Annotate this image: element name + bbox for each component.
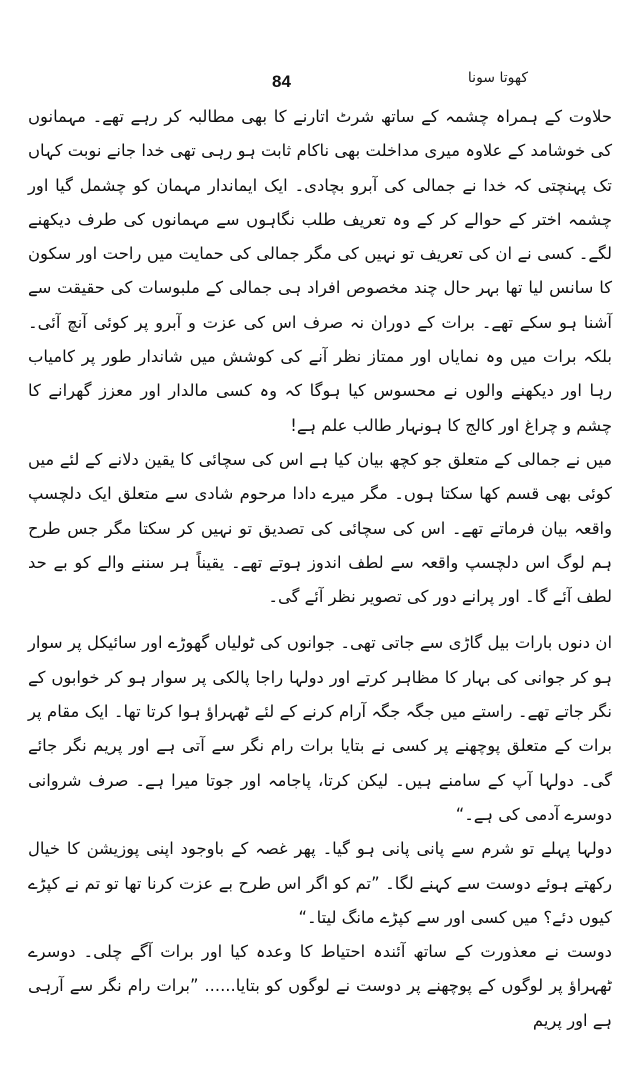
paragraph: دولہا پہلے تو شرم سے پانی پانی ہو گیا۔ پھر غصہ کے باوجود اپنی پوزیشن کا خیال رکھتے ہوئے دوست سے کہنے لگا۔ ”تم کو اگر اس طرح بے عزت کرنا تھا تو تم نے کپڑے کیوں دئے؟ میں کسی اور سے کپڑے مانگ لیتا۔“ [28, 839, 612, 927]
paragraph: حلاوت کے ہمراہ چشمہ کے ساتھ شرٹ اتارنے کا بھی مطالبہ کر رہے تھے۔ مہمانوں کی خوشامد کے علاوہ میری مداخلت بھی ناکام ثابت ہو رہی تھی خدا جانے نوبت کہاں تک پہنچتی کہ خدا نے جمالی کی آبرو بچادی۔ ایک ایماندار مہمان کو چشمل گیا اور چشمہ اختر کے حوالے کر کے وہ تعریف طلب نگاہوں سے مہمانوں کی طرف دیکھنے لگے۔ کسی نے ان کی تعریف تو نہیں کی مگر جمالی کی حمایت میں راحت اور سکون کا سانس لیا تھا بہر حال چند مخصوص افراد ہی جمالی کے ملبوسات کی حقیقت سے آشنا ہو سکے تھے۔ برات کے دوران نہ صرف اس کی عزت و آبرو پر کوئی آنچ آئی۔ بلکہ برات میں وہ نمایاں اور ممتاز نظر آنے کی کوشش میں شاندار طور پر کامیاب رہا اور دیکھنے والوں نے محسوس کیا ہوگا کہ وہ کسی مالدار اور معزز گھرانے کا چشم و چراغ اور کالج کا ہونہار طالب علم ہے! [28, 107, 612, 435]
page-header [30, 62, 608, 102]
paragraph: میں نے جمالی کے متعلق جو کچھ بیان کیا ہے اس کی سچائی کا یقین دلانے کے لئے میں کوئی بھی قسم کھا سکتا ہوں۔ مگر میرے دادا مرحوم شادی سے متعلق ایک دلچسپ واقعہ بیان فرماتے تھے۔ اس کی سچائی کی تصدیق تو نہیں کر سکتا مگر جس طرح ہم لوگ اس دلچسپ واقعہ سے لطف اندوز ہوتے تھے۔ یقیناً ہر سننے والے کو بے حد لطف آئے گا۔ اور پرانے دور کی تصویر نظر آئے گی۔ [28, 449, 612, 607]
page-number: 84 [272, 72, 291, 91]
paragraph: ان دنوں بارات بیل گاڑی سے جاتی تھی۔ جوانوں کی ٹولیاں گھوڑے اور سائیکل پر سوار ہو کر جوانی کی بہار کا مظاہر کرتے اور دولہا راجا پالکی پر سوار ہو کر خوابوں کے نگر جاتے تھے۔ راستے میں جگہ جگہ آرام کرنے کے لئے ٹھہراؤ ہوا کرتا تھا۔ ایک مقام پر برات کے متعلق پوچھنے پر کسی نے بتایا برات رام نگر سے آتی ہے اور پریم نگر جائے گی۔ دولہا آپ کے سامنے ہیں۔ لیکن کرتا، پاجامہ اور جوتا میرا ہے۔ صرف شروانی دوسرے آدمی کی ہے۔“ [28, 633, 612, 824]
page-body [28, 100, 612, 1038]
book-title: کھوتا سونا [467, 70, 528, 86]
paragraph: دوست نے معذورت کے ساتھ آئندہ احتیاط کا وعدہ کیا اور برات آگے چلی۔ دوسرے ٹھہراؤ پر لوگوں کے پوچھنے پر دوست نے لوگوں کو بتایا...... ”برات رام نگر سے آرہی ہے اور پریم [28, 942, 612, 1030]
